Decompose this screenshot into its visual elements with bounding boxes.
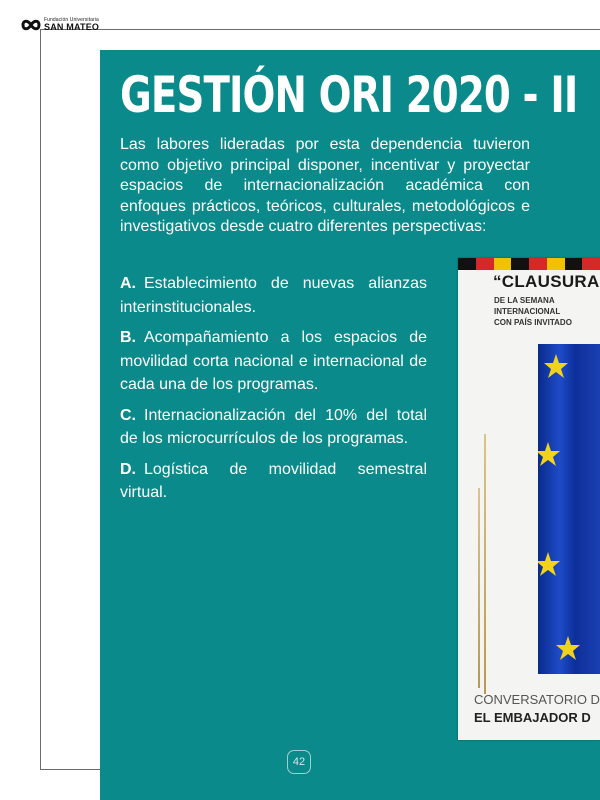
item-text: Establecimiento de nuevas alianzas interinstitucionales. xyxy=(120,275,427,316)
flag-pole xyxy=(478,488,480,688)
logo-subtitle: Fundación Universitaria xyxy=(44,17,99,23)
page-number: 42 xyxy=(287,750,311,774)
stripe-segment xyxy=(565,258,583,270)
photo-sub-line: CON PAÍS INVITADO xyxy=(494,318,572,327)
page-title: GESTIÓN ORI 2020 - II xyxy=(120,66,578,124)
star-icon xyxy=(538,442,560,466)
infinity-logo-icon xyxy=(20,17,42,33)
stripe-segment xyxy=(476,258,494,270)
stripe-segment xyxy=(529,258,547,270)
item-letter: C. xyxy=(120,406,136,424)
intro-paragraph: Las labores lideradas por esta dependencia tuvieron como objetivo principal disponer, incentivar y proyectar espacios de internacionalización académica con enfoques prácticos, teóricos, culturales, metodológicos e investigativos desde cuatro diferentes perspectivas: xyxy=(120,136,530,235)
star-icon xyxy=(544,354,568,378)
institution-logo xyxy=(20,14,99,36)
list-item xyxy=(120,404,427,451)
header-rule xyxy=(40,29,600,30)
item-letter: B. xyxy=(120,329,136,346)
item-text: Internacionalización del 10% del total de los microcurrículos de los programas. xyxy=(120,406,427,447)
item-text: Logística de movilidad semestral virtual. xyxy=(120,460,427,501)
event-photo xyxy=(458,258,600,740)
item-letter: D. xyxy=(120,460,136,478)
photo-headline: “CLAUSURA xyxy=(493,272,600,291)
photo-sub-line: INTERNACIONAL xyxy=(494,307,561,316)
flag-pole xyxy=(484,434,486,694)
item-letter: A. xyxy=(120,275,136,292)
photo-caption-line-1: CONVERSATORIO D xyxy=(474,692,600,707)
list-item xyxy=(120,272,427,319)
star-icon xyxy=(538,552,560,576)
perspectives-list xyxy=(120,272,427,512)
star-icon xyxy=(556,636,580,660)
item-text: Acompañamiento a los espacios de movilidad corta nacional e internacional de cada una de los programas. xyxy=(120,329,427,393)
photo-caption-line-2: EL EMBAJADOR D xyxy=(474,710,591,725)
eu-flag xyxy=(538,344,600,674)
stripe-segment xyxy=(547,258,565,270)
list-item xyxy=(120,458,427,505)
photo-color-stripe xyxy=(458,258,600,270)
content-panel xyxy=(100,50,600,800)
stripe-segment xyxy=(458,258,476,270)
flag-stars xyxy=(538,344,600,674)
stripe-segment xyxy=(582,258,600,270)
margin-rule xyxy=(40,29,41,770)
stripe-segment xyxy=(511,258,529,270)
list-item xyxy=(120,326,427,397)
footer-rule xyxy=(40,769,100,770)
photo-sub-line: DE LA SEMANA xyxy=(494,296,555,305)
logo-name: SAN MATEO xyxy=(44,22,100,32)
stripe-segment xyxy=(494,258,512,270)
photo-subheadline xyxy=(494,295,600,328)
